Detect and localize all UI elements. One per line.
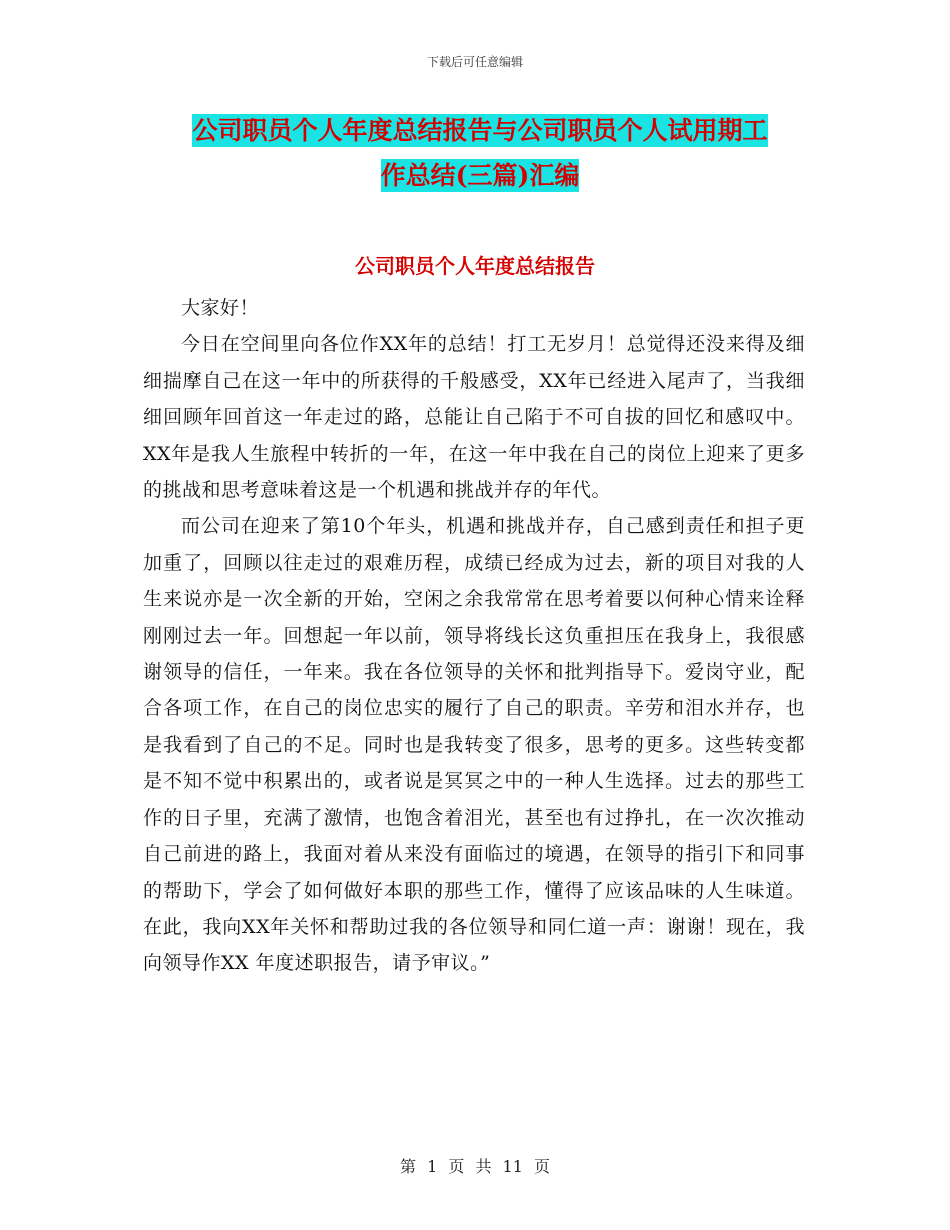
header-note: 下载后可任意编辑 <box>426 55 523 69</box>
greeting-paragraph: 大家好！ <box>181 297 260 319</box>
page-footer: 第 1 页 共 11 页 <box>400 1157 550 1176</box>
section-title: 公司职员个人年度总结报告 <box>355 254 595 278</box>
body-paragraph: 今日在空间里向各位作XX年的总结！打工无岁月！总觉得还没来得及细细揣摩自己在这一年中的所获得的千般感受，XX年已经进入尾声了，当我细细回顾年回首这一年走过的路，总能让自己陷于不可自拔的回忆和感叹中。XX年是我人生旅程中转折的一年，在这一年中我在自己的岗位上迎来了更多的挑战和思考意味着这是一个机遇和挑战并存的年代。 <box>143 333 805 502</box>
body-text <box>143 290 805 982</box>
document-title <box>150 108 810 198</box>
body-paragraph: 而公司在迎来了第10个年头，机遇和挑战并存，自己感到责任和担子更加重了，回顾以往走过的艰难历程，成绩已经成为过去，新的项目对我的人生来说亦是一次全新的开始，空闲之余我常常在思考着要以何种心情来诠释刚刚过去一年。回想起一年以前，领导将线长这负重担压在我身上，我很感谢领导的信任，一年来。我在各位领导的关怀和批判指导下。爱岗守业，配合各项工作，在自己的岗位忠实的履行了自己的职责。辛劳和泪水并存，也是我看到了自己的不足。同时也是我转变了很多，思考的更多。这些转变都是不知不觉中积累出的，或者说是冥冥之中的一种人生选择。过去的那些工作的日子里，充满了激情，也饱含着泪光，甚至也有过挣扎，在一次次推动自己前进的路上，我面对着从来没有面临过的境遇，在领导的指引下和同事的帮助下，学会了如何做好本职的那些工作，懂得了应该品味的人生味道。在此，我向XX年关怀和帮助过我的各位领导和同仁道一声：谢谢！现在，我向领导作XX 年度述职报告，请予审议。” <box>143 515 805 975</box>
title-line-2: 作总结(三篇)汇编 <box>380 161 580 190</box>
title-line-1: 公司职员个人年度总结报告与公司职员个人试用期工 <box>192 116 768 145</box>
